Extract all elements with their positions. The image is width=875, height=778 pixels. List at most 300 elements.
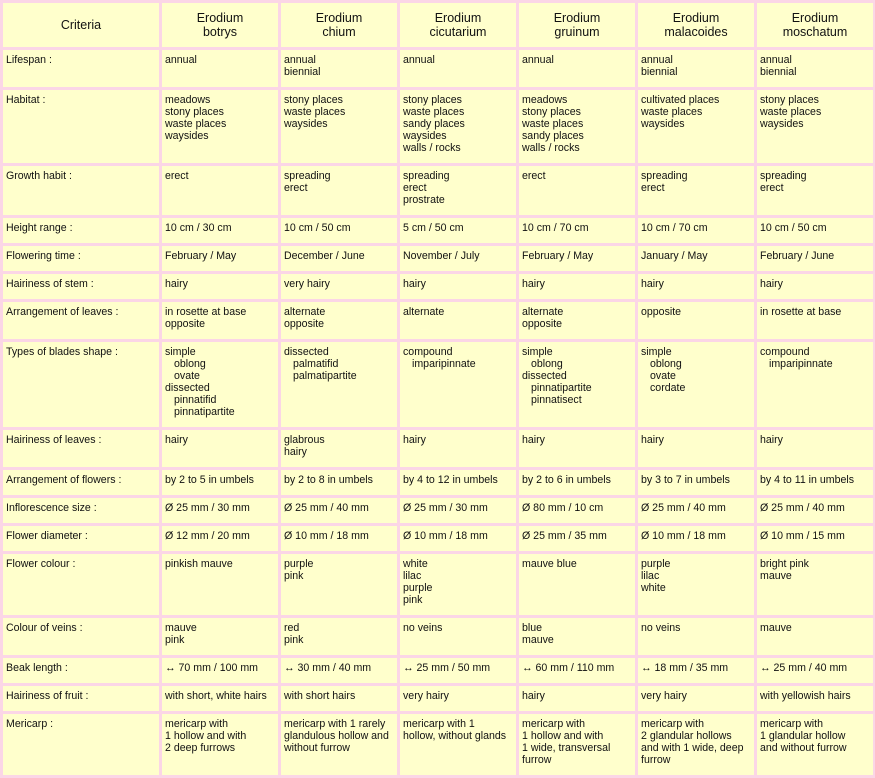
cell-line: simple: [641, 346, 672, 358]
cell-line: imparipinnate: [769, 358, 833, 370]
table-cell: [638, 274, 754, 299]
cell-line: Ø 80 mm / 10 cm: [522, 502, 604, 514]
table-cell: [400, 470, 516, 495]
cell-line: meadows: [522, 94, 568, 106]
criteria-label: Flower colour :: [3, 554, 159, 615]
cell-line: very hairy: [403, 690, 449, 702]
table-cell: [162, 658, 278, 683]
criteria-label: Habitat :: [3, 90, 159, 163]
criteria-label: Growth habit :: [3, 166, 159, 215]
cell-line: and with 1 wide, deep: [641, 742, 744, 754]
table-cell: [638, 50, 754, 87]
cell-line: in rosette at base: [165, 306, 247, 318]
table-cell: [400, 302, 516, 339]
cell-line: January / May: [641, 250, 708, 262]
cell-line: furrow: [641, 754, 671, 766]
cell-line: Ø 12 mm / 20 mm: [165, 530, 250, 542]
cell-line: hairy: [522, 434, 545, 446]
table-cell: [281, 618, 397, 655]
table-row: [3, 714, 873, 775]
table-cell: [281, 430, 397, 467]
cell-line: 10 cm / 50 cm: [284, 222, 351, 234]
cell-line: Ø 25 mm / 35 mm: [522, 530, 607, 542]
table-cell: [757, 218, 873, 243]
cell-line: December / June: [284, 250, 365, 262]
cell-line: by 2 to 5 in umbels: [165, 474, 254, 486]
cell-line: cordate: [650, 382, 686, 394]
table-cell: [519, 526, 635, 551]
table-cell: [757, 658, 873, 683]
cell-line: palmatifid: [293, 358, 339, 370]
table-cell: [281, 714, 397, 775]
cell-line: biennial: [641, 66, 678, 78]
cell-line: no veins: [641, 622, 681, 634]
cell-line: walls / rocks: [403, 142, 461, 154]
cell-line: glabrous: [284, 434, 325, 446]
criteria-label: Flower diameter :: [3, 526, 159, 551]
cell-line: annual: [284, 54, 316, 66]
cell-line: waysides: [165, 130, 209, 142]
cell-line: alternate: [403, 306, 445, 318]
criteria-label: Arrangement of leaves :: [3, 302, 159, 339]
cell-line: by 4 to 12 in umbels: [403, 474, 498, 486]
cell-line: ↔ 25 mm / 50 mm: [403, 662, 491, 674]
table-cell: [757, 274, 873, 299]
criteria-label: Flowering time :: [3, 246, 159, 271]
cell-line: 1 hollow and with: [165, 730, 247, 742]
table-cell: [162, 218, 278, 243]
cell-line: annual: [760, 54, 792, 66]
table-row: [3, 498, 873, 523]
species-header-moschatum: Erodium moschatum: [757, 3, 873, 47]
table-row: [3, 246, 873, 271]
table-cell: [757, 526, 873, 551]
table-cell: [519, 470, 635, 495]
table-cell: [519, 246, 635, 271]
cell-line: 10 cm / 50 cm: [760, 222, 827, 234]
cell-line: waysides: [641, 118, 685, 130]
cell-line: waste places: [522, 118, 584, 130]
table-cell: [757, 470, 873, 495]
table-cell: [400, 274, 516, 299]
cell-line: annual: [641, 54, 673, 66]
cell-line: waste places: [760, 106, 822, 118]
cell-line: mericarp with: [165, 718, 228, 730]
table-cell: [162, 90, 278, 163]
cell-line: meadows: [165, 94, 211, 106]
table-cell: [638, 342, 754, 427]
cell-line: biennial: [284, 66, 321, 78]
cell-line: stony places: [165, 106, 224, 118]
cell-line: ↔ 25 mm / 40 mm: [760, 662, 848, 674]
cell-line: hairy: [403, 434, 426, 446]
table-cell: [638, 658, 754, 683]
criteria-label: Lifespan :: [3, 50, 159, 87]
cell-line: sandy places: [522, 130, 584, 142]
cell-line: simple: [522, 346, 553, 358]
cell-line: waysides: [284, 118, 328, 130]
cell-line: erect: [522, 170, 546, 182]
criteria-header: Criteria: [3, 3, 159, 47]
cell-line: pink: [284, 634, 304, 646]
cell-line: cultivated places: [641, 94, 720, 106]
table-cell: [162, 302, 278, 339]
cell-line: mericarp with 1: [403, 718, 475, 730]
cell-line: hollow, without glands: [403, 730, 507, 742]
table-cell: [400, 686, 516, 711]
table-cell: [757, 166, 873, 215]
table-cell: [638, 526, 754, 551]
table-cell: [638, 166, 754, 215]
table-cell: [638, 218, 754, 243]
table-cell: [162, 554, 278, 615]
cell-line: stony places: [760, 94, 819, 106]
cell-line: Ø 25 mm / 30 mm: [165, 502, 250, 514]
table-cell: [638, 498, 754, 523]
cell-line: spreading: [641, 170, 688, 182]
cell-line: pinnatifid: [174, 394, 217, 406]
cell-line: hairy: [165, 278, 188, 290]
cell-line: spreading: [284, 170, 331, 182]
table-row: [3, 342, 873, 427]
table-row: [3, 658, 873, 683]
table-cell: [519, 274, 635, 299]
table-cell: [281, 686, 397, 711]
table-cell: [400, 166, 516, 215]
criteria-label: Mericarp :: [3, 714, 159, 775]
table-cell: [281, 554, 397, 615]
cell-line: dissected: [284, 346, 329, 358]
table-cell: [281, 658, 397, 683]
cell-line: February / May: [522, 250, 594, 262]
cell-line: 2 glandular hollows: [641, 730, 732, 742]
table-cell: [757, 342, 873, 427]
cell-line: waste places: [284, 106, 346, 118]
cell-line: mericarp with: [522, 718, 585, 730]
table-cell: [400, 498, 516, 523]
cell-line: waysides: [403, 130, 447, 142]
cell-line: white: [641, 582, 666, 594]
table-cell: [519, 342, 635, 427]
cell-line: with yellowish hairs: [760, 690, 851, 702]
table-cell: [638, 714, 754, 775]
cell-line: waste places: [641, 106, 703, 118]
cell-line: annual: [522, 54, 554, 66]
cell-line: opposite: [165, 318, 206, 330]
table-cell: [519, 554, 635, 615]
table-cell: [400, 554, 516, 615]
table-cell: [757, 618, 873, 655]
cell-line: 5 cm / 50 cm: [403, 222, 464, 234]
cell-line: prostrate: [403, 194, 445, 206]
cell-line: pinkish mauve: [165, 558, 233, 570]
table-cell: [162, 686, 278, 711]
cell-line: purple: [403, 582, 433, 594]
table-cell: [400, 90, 516, 163]
cell-line: spreading: [403, 170, 450, 182]
table-cell: [162, 470, 278, 495]
cell-line: ↔ 70 mm / 100 mm: [165, 662, 259, 674]
cell-line: imparipinnate: [412, 358, 476, 370]
table-cell: [757, 50, 873, 87]
table-cell: [162, 526, 278, 551]
criteria-label: Height range :: [3, 218, 159, 243]
cell-line: 1 glandular hollow: [760, 730, 846, 742]
cell-line: 10 cm / 70 cm: [522, 222, 589, 234]
cell-line: erect: [165, 170, 189, 182]
table-row: [3, 218, 873, 243]
criteria-label: Arrangement of flowers :: [3, 470, 159, 495]
cell-line: pinnatipartite: [174, 406, 235, 418]
cell-line: Ø 10 mm / 18 mm: [403, 530, 488, 542]
cell-line: hairy: [165, 434, 188, 446]
table-cell: [638, 618, 754, 655]
cell-line: dissected: [522, 370, 567, 382]
cell-line: furrow: [522, 754, 552, 766]
table-cell: [757, 554, 873, 615]
cell-line: ↔ 30 mm / 40 mm: [284, 662, 372, 674]
cell-line: dissected: [165, 382, 210, 394]
cell-line: 1 wide, transversal: [522, 742, 611, 754]
cell-line: hairy: [760, 434, 783, 446]
table-cell: [519, 686, 635, 711]
cell-line: simple: [165, 346, 196, 358]
cell-line: by 3 to 7 in umbels: [641, 474, 730, 486]
cell-line: with short hairs: [284, 690, 356, 702]
cell-line: 1 hollow and with: [522, 730, 604, 742]
species-header-botrys: Erodium botrys: [162, 3, 278, 47]
table-cell: [519, 714, 635, 775]
table-cell: [638, 246, 754, 271]
table-cell: [281, 302, 397, 339]
table-cell: [400, 430, 516, 467]
cell-line: very hairy: [641, 690, 687, 702]
cell-line: bright pink: [760, 558, 809, 570]
table-row: [3, 166, 873, 215]
table-cell: [519, 618, 635, 655]
cell-line: purple: [284, 558, 314, 570]
cell-line: in rosette at base: [760, 306, 842, 318]
table-cell: [281, 498, 397, 523]
table-cell: [162, 342, 278, 427]
cell-line: mauve: [760, 622, 792, 634]
cell-line: hairy: [522, 278, 545, 290]
table-cell: [400, 714, 516, 775]
table-cell: [162, 50, 278, 87]
table-cell: [757, 686, 873, 711]
table-row: [3, 274, 873, 299]
table-cell: [281, 246, 397, 271]
table-cell: [162, 498, 278, 523]
cell-line: November / July: [403, 250, 480, 262]
cell-line: Ø 10 mm / 18 mm: [284, 530, 369, 542]
cell-line: stony places: [403, 94, 462, 106]
table-row: [3, 686, 873, 711]
table-cell: [519, 658, 635, 683]
table-cell: [281, 90, 397, 163]
cell-line: palmatipartite: [293, 370, 357, 382]
table-row: [3, 302, 873, 339]
criteria-label: Hairiness of stem :: [3, 274, 159, 299]
cell-line: mauve: [165, 622, 197, 634]
criteria-label: Inflorescence size :: [3, 498, 159, 523]
cell-line: walls / rocks: [522, 142, 580, 154]
cell-line: oblong: [650, 358, 682, 370]
cell-line: pink: [284, 570, 304, 582]
table-row: [3, 554, 873, 615]
table-cell: [162, 246, 278, 271]
table-cell: [638, 686, 754, 711]
cell-line: ↔ 60 mm / 110 mm: [522, 662, 615, 674]
species-header-malacoides: Erodium malacoides: [638, 3, 754, 47]
cell-line: Ø 25 mm / 40 mm: [641, 502, 726, 514]
cell-line: hairy: [284, 446, 307, 458]
cell-line: pinnatipartite: [531, 382, 592, 394]
table-cell: [757, 90, 873, 163]
cell-line: annual: [403, 54, 435, 66]
table-cell: [400, 246, 516, 271]
cell-line: sandy places: [403, 118, 465, 130]
cell-line: compound: [760, 346, 810, 358]
table-row: [3, 50, 873, 87]
cell-line: pinnatisect: [531, 394, 582, 406]
cell-line: lilac: [403, 570, 422, 582]
cell-line: annual: [165, 54, 197, 66]
cell-line: alternate: [284, 306, 326, 318]
table-row: [3, 526, 873, 551]
table-cell: [519, 50, 635, 87]
table-cell: [638, 302, 754, 339]
cell-line: mauve: [760, 570, 792, 582]
cell-line: stony places: [522, 106, 581, 118]
criteria-label: Hairiness of fruit :: [3, 686, 159, 711]
table-cell: [638, 90, 754, 163]
table-cell: [162, 166, 278, 215]
cell-line: Ø 25 mm / 40 mm: [760, 502, 845, 514]
criteria-label: Types of blades shape :: [3, 342, 159, 427]
cell-line: very hairy: [284, 278, 330, 290]
cell-line: erect: [760, 182, 784, 194]
cell-line: Ø 25 mm / 40 mm: [284, 502, 369, 514]
cell-line: mericarp with 1 rarely: [284, 718, 386, 730]
criteria-label: Colour of veins :: [3, 618, 159, 655]
cell-line: February / May: [165, 250, 237, 262]
cell-line: hairy: [760, 278, 783, 290]
cell-line: erect: [403, 182, 427, 194]
species-header-chium: Erodium chium: [281, 3, 397, 47]
table-cell: [400, 658, 516, 683]
cell-line: spreading: [760, 170, 807, 182]
cell-line: pink: [165, 634, 185, 646]
table-cell: [400, 526, 516, 551]
cell-line: opposite: [284, 318, 325, 330]
cell-line: oblong: [531, 358, 563, 370]
cell-line: lilac: [641, 570, 660, 582]
cell-line: alternate: [522, 306, 564, 318]
table-cell: [519, 498, 635, 523]
table-cell: [281, 166, 397, 215]
cell-line: erect: [284, 182, 308, 194]
cell-line: white: [403, 558, 428, 570]
table-cell: [400, 618, 516, 655]
cell-line: erect: [641, 182, 665, 194]
cell-line: by 2 to 6 in umbels: [522, 474, 611, 486]
cell-line: ovate: [650, 370, 676, 382]
table-row: [3, 470, 873, 495]
cell-line: mericarp with: [641, 718, 704, 730]
table-cell: [281, 526, 397, 551]
table-cell: [400, 342, 516, 427]
cell-line: waste places: [403, 106, 465, 118]
cell-line: stony places: [284, 94, 343, 106]
cell-line: by 2 to 8 in umbels: [284, 474, 373, 486]
species-header-cicutarium: Erodium cicutarium: [400, 3, 516, 47]
cell-line: waste places: [165, 118, 227, 130]
table-cell: [638, 430, 754, 467]
cell-line: ↔ 18 mm / 35 mm: [641, 662, 729, 674]
cell-line: hairy: [403, 278, 426, 290]
cell-line: blue: [522, 622, 543, 634]
table-cell: [757, 498, 873, 523]
table-body: [3, 50, 873, 775]
table-cell: [757, 714, 873, 775]
cell-line: Ø 25 mm / 30 mm: [403, 502, 488, 514]
cell-line: February / June: [760, 250, 835, 262]
header-row: [3, 3, 873, 47]
cell-line: waysides: [760, 118, 804, 130]
table-cell: [162, 714, 278, 775]
table-cell: [281, 218, 397, 243]
table-cell: [519, 430, 635, 467]
cell-line: 10 cm / 70 cm: [641, 222, 708, 234]
cell-line: with short, white hairs: [165, 690, 267, 702]
cell-line: mauve blue: [522, 558, 577, 570]
cell-line: opposite: [522, 318, 563, 330]
criteria-label: Hairiness of leaves :: [3, 430, 159, 467]
cell-line: without furrow: [284, 742, 350, 754]
table-cell: [638, 554, 754, 615]
table-cell: [400, 218, 516, 243]
cell-line: oblong: [174, 358, 206, 370]
cell-line: mericarp with: [760, 718, 823, 730]
table-row: [3, 618, 873, 655]
cell-line: hairy: [641, 434, 664, 446]
cell-line: hairy: [641, 278, 664, 290]
table-cell: [519, 218, 635, 243]
cell-line: biennial: [760, 66, 797, 78]
cell-line: no veins: [403, 622, 443, 634]
table-row: [3, 90, 873, 163]
table-cell: [519, 166, 635, 215]
cell-line: and without furrow: [760, 742, 847, 754]
cell-line: Ø 10 mm / 15 mm: [760, 530, 845, 542]
cell-line: by 4 to 11 in umbels: [760, 474, 855, 486]
cell-line: ovate: [174, 370, 200, 382]
cell-line: hairy: [522, 690, 545, 702]
table-cell: [162, 430, 278, 467]
cell-line: pink: [403, 594, 423, 606]
cell-line: 2 deep furrows: [165, 742, 236, 754]
table-cell: [757, 430, 873, 467]
table-cell: [757, 302, 873, 339]
criteria-label: Beak length :: [3, 658, 159, 683]
table-cell: [519, 90, 635, 163]
table-cell: [162, 618, 278, 655]
cell-line: glandulous hollow and: [284, 730, 389, 742]
table-row: [3, 430, 873, 467]
table-cell: [519, 302, 635, 339]
table-cell: [281, 50, 397, 87]
